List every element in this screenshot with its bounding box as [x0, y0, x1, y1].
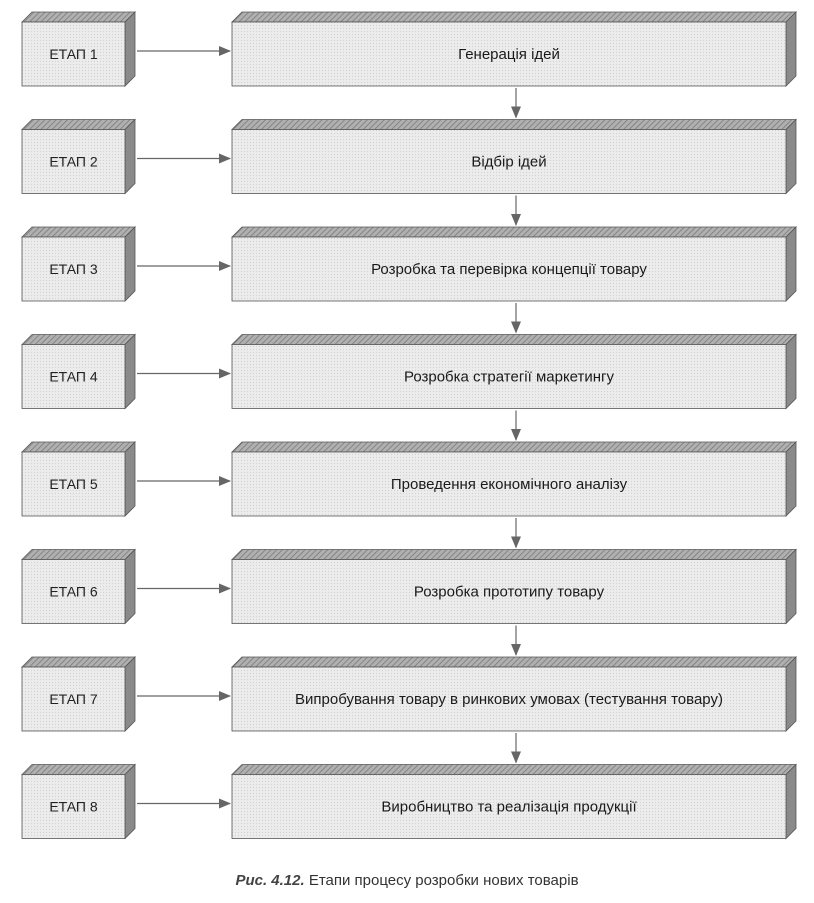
stage-label-box-3-top-face [22, 227, 135, 237]
stage-label-box-2-top-face [22, 120, 135, 130]
stage-activity-box-4-top-face [232, 335, 796, 345]
stage-activity-box-5-side-face [786, 442, 796, 516]
stage-activity-box-6-top-face [232, 550, 796, 560]
stage-activity-box-6-side-face [786, 550, 796, 624]
stage-activity-6: Розробка прототипу товару [413, 583, 605, 601]
figure-label: Рис. 4.12. [235, 872, 305, 889]
figure-caption [0, 872, 814, 889]
stage-activity-4: Розробка стратегії маркетингу [403, 368, 615, 386]
stage-activity-box-7-side-face [786, 657, 796, 731]
stage-activity-8: Виробництво та реалізація продукції [381, 798, 637, 816]
stage-activity-box-4-side-face [786, 335, 796, 409]
stage-2 [22, 120, 796, 226]
stage-activity-box-1-top-face [232, 12, 796, 22]
stage-label-6: ЕТАП 6 [49, 583, 98, 600]
stage-label-box-4-top-face [22, 335, 135, 345]
figure-caption-text: Етапи процесу розробки нових товарів [308, 872, 579, 889]
stage-label-box-7-side-face [125, 657, 135, 731]
stage-activity-5: Проведення економічного аналізу [390, 476, 628, 493]
stage-label-4: ЕТАП 4 [49, 368, 98, 385]
stage-label-box-3-side-face [125, 227, 135, 301]
stage-activity-box-8-top-face [232, 765, 796, 775]
stage-activity-3: Розробка та перевірка концепції товару [371, 261, 647, 278]
stage-label-box-6-top-face [22, 550, 135, 560]
stage-label-box-6-side-face [125, 550, 135, 624]
stage-activity-box-1-side-face [786, 12, 796, 86]
stage-activity-box-2-side-face [786, 120, 796, 194]
stage-label-box-2-side-face [125, 120, 135, 194]
stage-label-8: ЕТАП 8 [49, 798, 98, 815]
stage-1 [22, 12, 796, 118]
stage-6 [22, 550, 796, 656]
stage-label-1: ЕТАП 1 [49, 46, 98, 62]
stage-label-box-1-side-face [125, 12, 135, 86]
stage-label-box-1-top-face [22, 12, 135, 22]
stage-7 [22, 657, 796, 763]
stage-label-7: ЕТАП 7 [49, 691, 98, 707]
stage-label-box-4-side-face [125, 335, 135, 409]
stage-label-box-8-side-face [125, 765, 135, 839]
stage-5 [22, 442, 796, 548]
stage-activity-box-2-top-face [232, 120, 796, 130]
stage-label-box-5-top-face [22, 442, 135, 452]
stage-4 [22, 335, 796, 441]
stage-activity-box-5-top-face [232, 442, 796, 452]
stage-3 [22, 227, 796, 333]
stage-activity-box-3-top-face [232, 227, 796, 237]
stage-activity-box-8-side-face [786, 765, 796, 839]
stage-label-3: ЕТАП 3 [49, 261, 98, 277]
stage-activity-1: Генерація ідей [458, 46, 560, 63]
stage-label-box-5-side-face [125, 442, 135, 516]
stage-activity-2: Відбір ідей [471, 153, 547, 171]
stage-activity-7: Випробування товару в ринкових умовах (тестування товару) [295, 691, 723, 708]
stage-activity-box-7-top-face [232, 657, 796, 667]
stage-label-box-7-top-face [22, 657, 135, 667]
stage-label-2: ЕТАП 2 [49, 153, 98, 170]
stage-label-5: ЕТАП 5 [49, 476, 98, 492]
stage-label-box-8-top-face [22, 765, 135, 775]
stage-8 [22, 765, 796, 839]
stage-activity-box-3-side-face [786, 227, 796, 301]
